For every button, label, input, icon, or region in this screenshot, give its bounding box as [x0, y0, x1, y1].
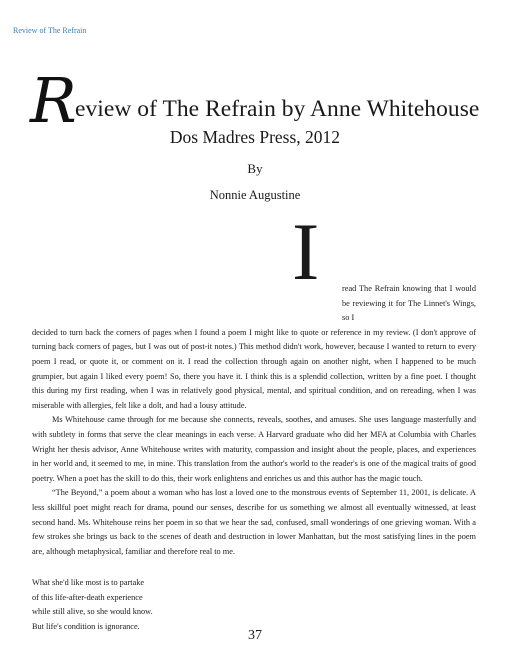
paragraph-1-text: decided to turn back the corners of pages when I found a poem I might like to quote or reference in my review. (I don't approve of turning back corners of pages, but I was out of post-it notes.) This method didn't work, however, because I wanted to return to every poem I read, or quote it, or comment on it. I read the collection through again on another night, when I happened to be much grumpier, but again I liked every poem! So, there you have it. I think this is a splendid collection, written by a fine poet. I thought this during my first reading, when I was in relatively good physical, mental, and spiritual condition, and on rereading, when I was miserable with allergies, felt like a dolt, and had a lousy attitude. [32, 327, 476, 410]
title-initial-letter: R [30, 64, 77, 137]
paragraph-1-first-line: read The Refrain knowing that I would be reviewing it for The Linnet's Wings, so I [342, 284, 476, 323]
poem-excerpt [32, 576, 153, 634]
article-body [32, 282, 476, 559]
poem-line: while still alive, so she would know. [32, 607, 153, 617]
paragraph-1 [32, 282, 476, 413]
byline-by: By [247, 161, 263, 176]
drop-cap: I [292, 206, 320, 297]
paragraph-3: “The Beyond,” a poem about a woman who has lost a loved one to the monstrous events of September 11, 2001, is delicate. A less skillful poet might reach for drama, pound our senses, describe for us something we almost all eventually witnessed, at least second hand. Ms. Whitehouse reins her poem in so that we hear the sad, confused, small wonderings of one grieving woman. With a few strokes she brings us back to the scenes of death and destruction in lower Manhattan, but the most satisfying lines in the poem are, although metaphysical, familiar and therefore real to me. [32, 488, 476, 556]
poem-line: But life's condition is ignorance. [32, 621, 140, 631]
poem-line: of this life-after-death experience [32, 592, 143, 602]
poem-line: What she'd like most is to partake [32, 578, 145, 587]
running-header: Review of The Refrain [13, 26, 87, 35]
publisher-subtitle: Dos Madres Press, 2012 [169, 127, 341, 147]
paragraph-2: Ms Whitehouse came through for me because she connects, reveals, soothes, and amuses. She uses language masterfully and with subtlety in forms that serve the clear meanings in each verse. A Harvard graduate who did her MFA at Columbia with Charles Wright her thesis advisor, Anne Whitehouse writes with maturity, compassion and insight about the people, places, and experiences in her world and, it seemed to me, in mine. This translation from the author's world to the reader's is one of the magical traits of good poetry. When a poet has the skill to do this, their work enlightens and enriches us and this author has the magic touch. [32, 415, 476, 483]
page-number: 37 [248, 628, 262, 643]
author-name: Nonnie Augustine [209, 188, 301, 202]
title-text: eview of The Refrain by Anne Whitehouse [75, 96, 480, 122]
